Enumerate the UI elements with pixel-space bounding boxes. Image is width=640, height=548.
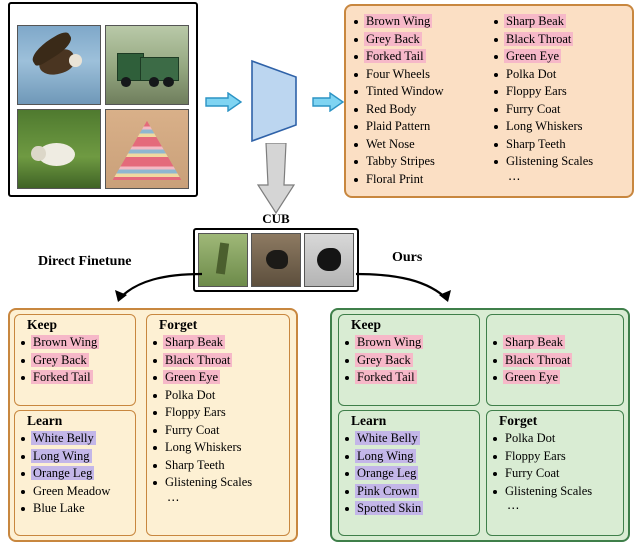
attribute-label: ⋯ [167,492,182,507]
list-item [343,369,475,387]
attribute-label: Black Throat [165,352,231,367]
list-item [343,430,475,448]
list-item [19,483,131,501]
list-item [151,439,285,457]
arrow-ours-icon [352,268,472,312]
list-item [352,31,486,49]
right-keep-box [338,314,480,406]
list-item [352,118,486,136]
list-item [19,448,131,466]
right-keep-title: Keep [351,317,381,332]
attribute-label: Forked Tail [366,49,424,63]
right-forget-box [486,410,624,536]
list-item [492,136,626,154]
list-item [491,352,619,370]
right-learn-box [338,410,480,536]
list-item [19,369,131,387]
cub-thumbnail-grid [198,233,354,287]
attribute-label: Floral Print [366,171,424,186]
attribute-label: Long Whiskers [165,440,242,454]
left-forget-title: Forget [159,317,198,332]
left-keep-list [19,334,131,387]
list-item [151,422,285,440]
thumbnail-bird-on-ground [251,233,301,287]
arrow-imagenet-to-encoder-icon [204,92,244,112]
direct-finetune-label: Direct Finetune [38,254,132,269]
attribute-label: Green Eye [506,49,560,63]
list-item [491,465,619,483]
attribute-label: Forked Tail [357,370,415,384]
list-item [491,430,619,448]
list-item [352,83,486,101]
list-item [151,474,285,492]
attribute-label: White Belly [357,431,418,445]
attribute-label: Grey Back [366,31,420,46]
attribute-pool-column-right [492,13,626,188]
list-item [19,500,131,518]
attribute-label: Polka Dot [506,66,557,81]
attribute-label: Orange Leg [357,466,417,480]
attribute-label: Floppy Ears [165,405,226,419]
list-item [343,483,475,501]
attribute-label: Grey Back [33,352,87,367]
list-item [491,483,619,501]
thumbnail-sheep-on-grass [17,109,101,189]
attribute-label: Green Eye [165,370,219,384]
list-item [151,404,285,422]
list-item [343,465,475,483]
list-item [352,136,486,154]
thumbnail-black-bird [304,233,354,287]
attribute-label: Long Wing [33,448,90,463]
list-item [492,31,626,49]
attribute-label: Forked Tail [33,370,91,384]
right-forget-title: Forget [499,413,538,428]
list-item [343,500,475,518]
attribute-label: Furry Coat [165,422,220,437]
truck-bed-shape [140,57,178,81]
list-item [492,83,626,101]
attribute-pool-panel [344,4,634,198]
list-item [151,334,285,352]
arrow-encoder-to-pool-icon [312,92,346,112]
left-forget-list [151,334,285,509]
attribute-pool-column-left [352,13,486,188]
list-item [343,334,475,352]
list-item [19,334,131,352]
attribute-label: Sharp Beak [505,335,563,349]
attribute-label: Spotted Skin [357,501,422,515]
attribute-label: Sharp Beak [165,335,223,349]
left-forget-box [146,314,290,536]
attribute-label: Black Throat [505,352,571,367]
list-item [343,448,475,466]
list-item [352,66,486,84]
attribute-label: Glistening Scales [506,154,594,168]
attribute-label: Sharp Beak [506,14,564,28]
imagenet-thumbnail-grid [14,22,192,192]
attribute-label: Sharp Teeth [506,136,566,151]
attribute-label: Grey Back [357,352,411,367]
poncho-shape [113,121,182,180]
attribute-label: Glistening Scales [165,475,253,489]
list-item [151,387,285,405]
right-keep-list [343,334,475,387]
arrow-direct-finetune-icon [96,268,206,312]
attribute-label: Green Meadow [33,483,111,498]
attribute-label: Blue Lake [33,501,85,515]
list-item [151,369,285,387]
attribute-label: Polka Dot [505,431,556,445]
right-forget-list [491,430,619,518]
list-item [491,448,619,466]
attribute-label: Floppy Ears [505,448,566,463]
attribute-label: Orange Leg [33,466,93,480]
eagle-head-shape [69,54,82,66]
image-encoder-block [246,55,302,145]
list-item [352,13,486,31]
attribute-label: Black Throat [506,31,572,46]
attribute-label: Red Body [366,101,417,116]
left-learn-list [19,430,131,518]
list-item [151,492,285,510]
left-keep-title: Keep [27,317,57,332]
attribute-label: Polka Dot [165,387,216,402]
left-keep-box [14,314,136,406]
list-item [352,153,486,171]
left-learn-box [14,410,136,536]
attribute-label: Wet Nose [366,136,415,151]
ours-label: Ours [392,250,423,265]
list-item [492,48,626,66]
list-item [491,334,619,352]
list-item [19,352,131,370]
list-item [491,369,619,387]
cub-title: CUB [262,211,290,226]
list-item [492,101,626,119]
list-item [19,430,131,448]
list-item [492,66,626,84]
list-item [352,101,486,119]
truck-wheel-shape [163,77,174,87]
thumbnail-eagle-over-water [17,25,101,105]
right-learn-list [343,430,475,518]
attribute-label: Floppy Ears [506,84,567,98]
truck-wheel-shape [149,77,160,87]
attribute-label: Long Wing [357,448,414,463]
left-learn-title: Learn [27,413,63,428]
attribute-label: ⋯ [508,171,523,186]
attribute-label: Long Whiskers [506,119,583,133]
list-item [352,171,486,189]
thumbnail-knit-poncho [105,109,189,189]
list-item [492,153,626,171]
thumbnail-green-truck [105,25,189,105]
attribute-label: White Belly [33,431,94,445]
right-keep-secondary-list [491,334,619,387]
attribute-label: Pink Crown [357,483,418,498]
attribute-label: Tabby Stripes [366,154,435,168]
attribute-label: Tinted Window [366,84,444,98]
attribute-label: Brown Wing [33,335,98,349]
list-item [19,465,131,483]
truck-wheel-shape [121,77,132,87]
attribute-label: Brown Wing [366,14,431,28]
list-item [343,352,475,370]
attribute-label: Four Wheels [366,66,430,81]
list-item [151,457,285,475]
list-item [492,13,626,31]
right-keep-box-secondary [486,314,624,406]
attribute-label: Furry Coat [505,466,560,480]
list-item [352,48,486,66]
arrow-encoder-to-cub-icon [252,143,302,215]
attribute-label: Glistening Scales [505,483,593,498]
attribute-label: Green Eye [505,370,559,384]
attribute-label: ⋯ [507,501,522,515]
attribute-label: Plaid Pattern [366,119,431,133]
right-learn-title: Learn [351,413,387,428]
list-item [151,352,285,370]
attribute-label: Brown Wing [357,335,422,349]
attribute-label: Furry Coat [506,101,561,116]
attribute-label: Sharp Teeth [165,457,225,472]
list-item [492,171,626,189]
list-item [492,118,626,136]
list-item [491,500,619,518]
